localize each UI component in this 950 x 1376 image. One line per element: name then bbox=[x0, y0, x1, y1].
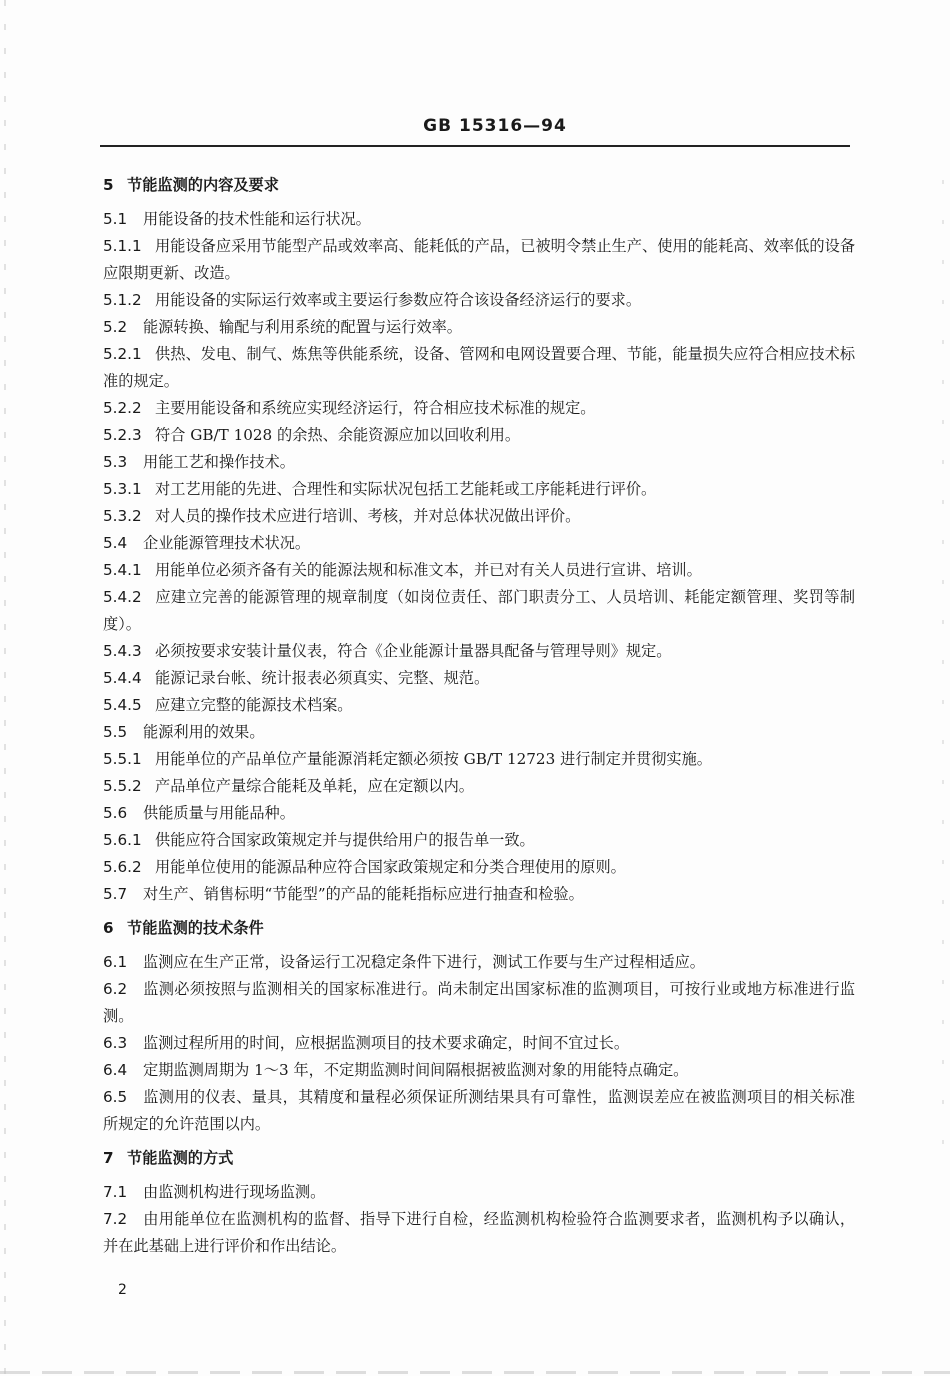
clause-number: 5.3 bbox=[103, 453, 128, 471]
section-heading bbox=[103, 1145, 855, 1172]
clause-text: 由监测机构进行现场监测。 bbox=[143, 1183, 326, 1201]
section-title: 节能监测的方式 bbox=[127, 1149, 234, 1167]
section-number: 6 bbox=[103, 919, 114, 937]
section-number: 7 bbox=[103, 1149, 114, 1167]
clause-text: 企业能源管理技术状况。 bbox=[143, 534, 311, 552]
clause-text: 应建立完善的能源管理的规章制度（如岗位责任、部门职责分工、人员培训、耗能定额管理、奖罚等制度）。 bbox=[103, 588, 855, 633]
clause-number: 5.2.1 bbox=[103, 345, 142, 363]
clause-item bbox=[103, 719, 855, 746]
clause-number: 6.3 bbox=[103, 1034, 128, 1052]
clause-text: 监测用的仪表、量具，其精度和量程必须保证所测结果具有可靠性，监测误差应在被监测项目的相关标准所规定的允许范围以内。 bbox=[103, 1088, 855, 1133]
clause-number: 5.6.1 bbox=[103, 831, 142, 849]
clause-number: 5.2 bbox=[103, 318, 128, 336]
clause-text: 应建立完整的能源技术档案。 bbox=[155, 696, 353, 714]
clause-number: 6.4 bbox=[103, 1061, 128, 1079]
clause-text: 用能单位必须齐备有关的能源法规和标准文本，并已对有关人员进行宣讲、培训。 bbox=[155, 561, 702, 579]
clause-item bbox=[103, 692, 855, 719]
clause-text: 监测过程所用的时间，应根据监测项目的技术要求确定，时间不宜过长。 bbox=[143, 1034, 629, 1052]
section-title: 节能监测的技术条件 bbox=[127, 919, 264, 937]
clause-item bbox=[103, 503, 855, 530]
clause-number: 7.1 bbox=[103, 1183, 128, 1201]
clause-number: 5.1.1 bbox=[103, 237, 142, 255]
clause-text: 能源利用的效果。 bbox=[143, 723, 265, 741]
scan-artifact-bottom bbox=[0, 1371, 950, 1374]
clause-number: 5.4.3 bbox=[103, 642, 142, 660]
clause-item bbox=[103, 1057, 855, 1084]
clause-text: 用能设备应采用节能型产品或效率高、能耗低的产品，已被明令禁止生产、使用的能耗高、效率低的设备应限期更新、改造。 bbox=[103, 237, 855, 282]
clause-item bbox=[103, 584, 855, 638]
clause-text: 符合 GB/T 1028 的余热、余能资源应加以回收利用。 bbox=[155, 426, 521, 444]
clause-number: 5.4.4 bbox=[103, 669, 142, 687]
scan-artifact-left bbox=[4, 0, 6, 1376]
clause-item bbox=[103, 476, 855, 503]
clause-item bbox=[103, 1030, 855, 1057]
page-number: 2 bbox=[118, 1282, 127, 1298]
clause-number: 5.3.2 bbox=[103, 507, 142, 525]
clause-text: 监测必须按照与监测相关的国家标准进行。尚未制定出国家标准的监测项目，可按行业或地方标准进行监测。 bbox=[103, 980, 855, 1025]
standard-number-header: GB 15316—94 bbox=[423, 116, 567, 136]
clause-item bbox=[103, 881, 855, 908]
clause-item bbox=[103, 1206, 855, 1260]
clause-text: 供能应符合国家政策规定并与提供给用户的报告单一致。 bbox=[155, 831, 535, 849]
clause-item bbox=[103, 665, 855, 692]
clause-item bbox=[103, 854, 855, 881]
clause-text: 对人员的操作技术应进行培训、考核，并对总体状况做出评价。 bbox=[155, 507, 581, 525]
clause-text: 用能单位的产品单位产量能源消耗定额必须按 GB/T 12723 进行制定并贯彻实施。 bbox=[155, 750, 712, 768]
clause-text: 能源转换、输配与利用系统的配置与运行效率。 bbox=[143, 318, 462, 336]
clause-number: 5.5.1 bbox=[103, 750, 142, 768]
clause-number: 5.6.2 bbox=[103, 858, 142, 876]
clause-text: 监测应在生产正常，设备运行工况稳定条件下进行，测试工作要与生产过程相适应。 bbox=[143, 953, 705, 971]
clause-number: 5.6 bbox=[103, 804, 128, 822]
clause-text: 由用能单位在监测机构的监督、指导下进行自检，经监测机构检验符合监测要求者，监测机构予以确认，并在此基础上进行评价和作出结论。 bbox=[103, 1210, 855, 1255]
document-body bbox=[103, 172, 855, 1260]
clause-number: 5.5 bbox=[103, 723, 128, 741]
clause-item bbox=[103, 395, 855, 422]
clause-item bbox=[103, 206, 855, 233]
clause-text: 必须按要求安装计量仪表，符合《企业能源计量器具配备与管理导则》规定。 bbox=[155, 642, 672, 660]
section-number: 5 bbox=[103, 176, 114, 194]
clause-item bbox=[103, 827, 855, 854]
clause-text: 主要用能设备和系统应实现经济运行，符合相应技术标准的规定。 bbox=[155, 399, 596, 417]
clause-number: 5.1 bbox=[103, 210, 128, 228]
clause-item bbox=[103, 800, 855, 827]
clause-item bbox=[103, 773, 855, 800]
clause-item bbox=[103, 449, 855, 476]
clause-number: 5.5.2 bbox=[103, 777, 142, 795]
clause-number: 7.2 bbox=[103, 1210, 128, 1228]
clause-text: 能源记录台帐、统计报表必须真实、完整、规范。 bbox=[155, 669, 490, 687]
clause-number: 6.2 bbox=[103, 980, 128, 998]
clause-item bbox=[103, 341, 855, 395]
clause-text: 用能工艺和操作技术。 bbox=[143, 453, 295, 471]
clause-text: 用能设备的技术性能和运行状况。 bbox=[143, 210, 371, 228]
clause-item bbox=[103, 287, 855, 314]
section-title: 节能监测的内容及要求 bbox=[127, 176, 279, 194]
clause-number: 5.1.2 bbox=[103, 291, 142, 309]
clause-item bbox=[103, 1179, 855, 1206]
clause-number: 6.1 bbox=[103, 953, 128, 971]
clause-item bbox=[103, 233, 855, 287]
clause-item bbox=[103, 557, 855, 584]
clause-text: 供热、发电、制气、炼焦等供能系统，设备、管网和电网设置要合理、节能，能量损失应符合相应技术标准的规定。 bbox=[103, 345, 855, 390]
clause-item bbox=[103, 638, 855, 665]
clause-text: 用能单位使用的能源品种应符合国家政策规定和分类合理使用的原则。 bbox=[155, 858, 626, 876]
clause-text: 用能设备的实际运行效率或主要运行参数应符合该设备经济运行的要求。 bbox=[155, 291, 641, 309]
clause-number: 5.4 bbox=[103, 534, 128, 552]
clause-number: 5.4.2 bbox=[103, 588, 142, 606]
clause-item bbox=[103, 530, 855, 557]
clause-number: 6.5 bbox=[103, 1088, 128, 1106]
clause-item bbox=[103, 314, 855, 341]
clause-text: 产品单位产量综合能耗及单耗，应在定额以内。 bbox=[155, 777, 474, 795]
clause-text: 定期监测周期为 1～3 年，不定期监测时间间隔根据被监测对象的用能特点确定。 bbox=[143, 1061, 689, 1079]
clause-item bbox=[103, 949, 855, 976]
clause-item bbox=[103, 976, 855, 1030]
clause-text: 供能质量与用能品种。 bbox=[143, 804, 295, 822]
header-rule bbox=[100, 145, 850, 147]
clause-number: 5.2.2 bbox=[103, 399, 142, 417]
section-heading bbox=[103, 915, 855, 942]
clause-number: 5.7 bbox=[103, 885, 128, 903]
scan-artifact-right bbox=[942, 180, 944, 1180]
clause-number: 5.2.3 bbox=[103, 426, 142, 444]
section-heading bbox=[103, 172, 855, 199]
clause-item bbox=[103, 422, 855, 449]
clause-text: 对生产、销售标明“节能型”的产品的能耗指标应进行抽查和检验。 bbox=[143, 885, 584, 903]
clause-number: 5.4.5 bbox=[103, 696, 142, 714]
clause-item bbox=[103, 746, 855, 773]
clause-number: 5.4.1 bbox=[103, 561, 142, 579]
clause-item bbox=[103, 1084, 855, 1138]
clause-text: 对工艺用能的先进、合理性和实际状况包括工艺能耗或工序能耗进行评价。 bbox=[155, 480, 657, 498]
clause-number: 5.3.1 bbox=[103, 480, 142, 498]
